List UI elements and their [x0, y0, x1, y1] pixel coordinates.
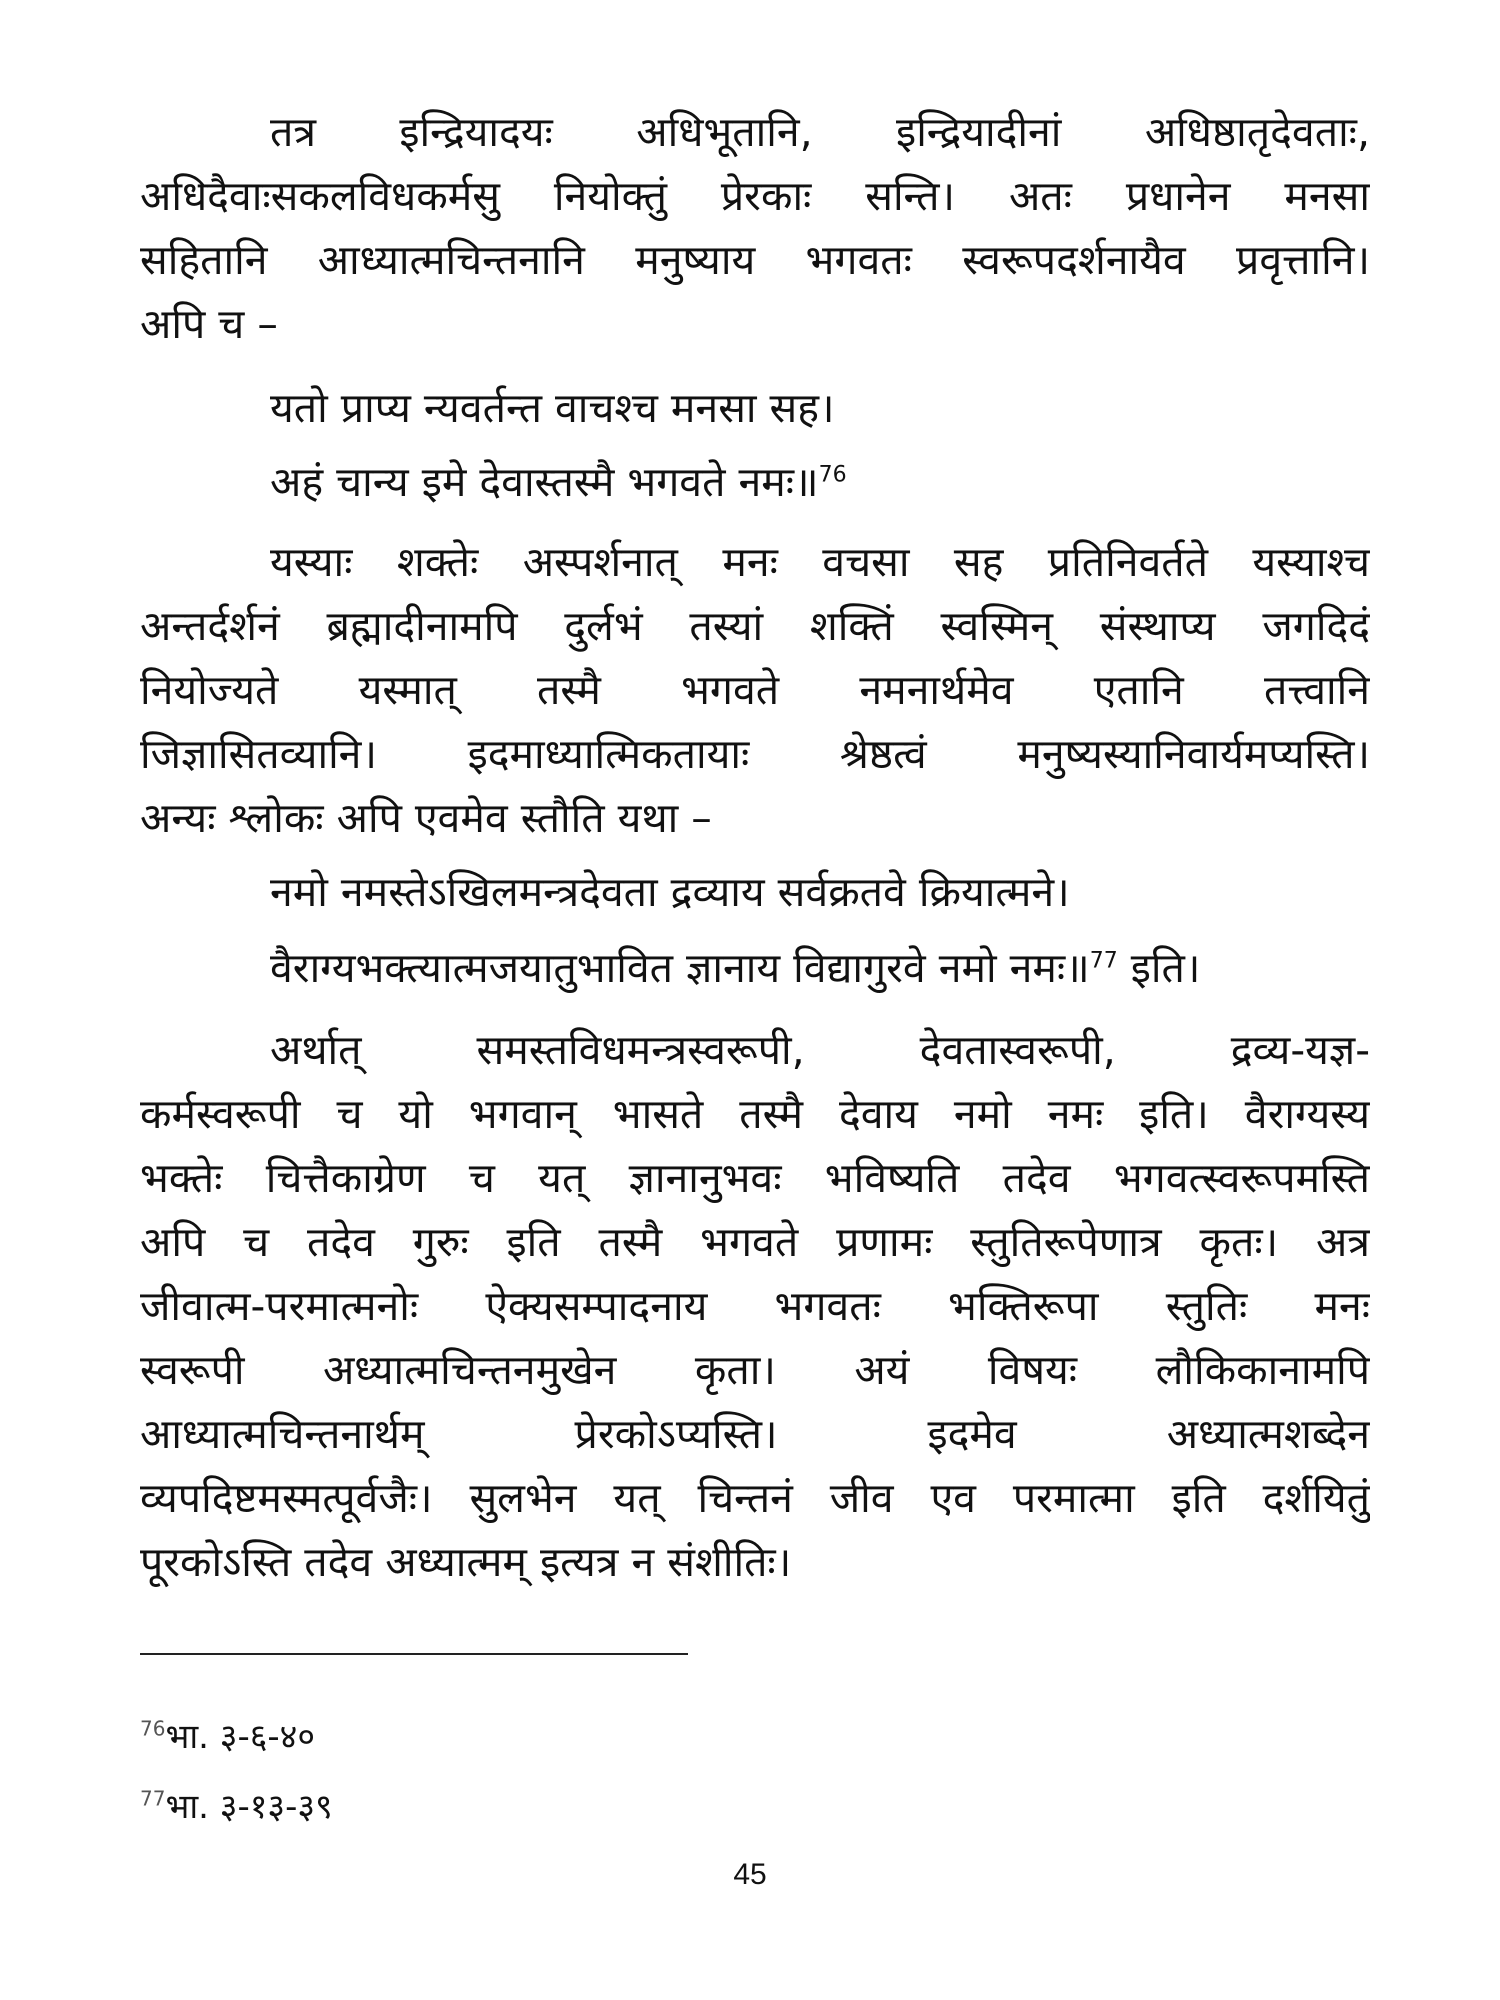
paragraph-1-line-3: सहितानि आध्यात्मचिन्तनानि मनुष्याय भगवतः स्वरूपदर्शनायैव प्रवृत्तानि। — [140, 236, 1370, 284]
paragraph-3-line-3: भक्तेः चित्तैकाग्रेण च यत् ज्ञानानुभवः भविष्यति तदेव भगवत्स्वरूपमस्ति — [140, 1154, 1370, 1202]
verse-1-line-1: यतो प्राप्य न्यवर्तन्त वाचश्च मनसा सह। — [270, 384, 835, 432]
footnote-77-number: 77 — [140, 1786, 166, 1811]
paragraph-3-line-9: पूरकोऽस्ति तदेव अध्यात्मम् इत्यत्र न संशीतिः। — [140, 1538, 792, 1586]
paragraph-1-line-2: अधिदैवाःसकलविधकर्मसु नियोक्तुं प्रेरकाः सन्ति। अतः प्रधानेन मनसा — [140, 172, 1370, 220]
paragraph-2-line-5: अन्यः श्लोकः अपि एवमेव स्तौति यथा – — [140, 794, 712, 842]
paragraph-3-line-6: स्वरूपी अध्यात्मचिन्तनमुखेन कृता। अयं विषयः लौकिकानामपि — [140, 1346, 1370, 1394]
footnote-76-number: 76 — [140, 1716, 166, 1741]
footnote-separator — [140, 1653, 688, 1655]
paragraph-2-line-1: यस्याः शक्तेः अस्पर्शनात् मनः वचसा सह प्रतिनिवर्तते यस्याश्च — [270, 538, 1370, 586]
footnote-ref-76: 76 — [818, 462, 847, 488]
paragraph-2-line-2: अन्तर्दर्शनं ब्रह्मादीनामपि दुर्लभं तस्यां शक्तिं स्वस्मिन् संस्थाप्य जगदिदं — [140, 602, 1370, 650]
paragraph-1-line-1: तत्र इन्द्रियादयः अधिभूतानि, इन्द्रियादीनां अधिष्ठातृदेवताः, — [270, 108, 1370, 156]
footnote-77-text: भा. ३-१३-३९ — [165, 1787, 333, 1827]
paragraph-3-line-4: अपि च तदेव गुरुः इति तस्मै भगवते प्रणामः स्तुतिरूपेणात्र कृतः। अत्र — [140, 1218, 1370, 1266]
paragraph-3-line-7: आध्यात्मचिन्तनार्थम् प्रेरकोऽप्यस्ति। इदमेव अध्यात्मशब्देन — [140, 1410, 1370, 1458]
footnote-76 — [140, 1712, 315, 1762]
verse-2-tail: इति। — [1117, 944, 1201, 992]
footnote-77 — [140, 1782, 333, 1832]
verse-2-line-2 — [270, 936, 1370, 1000]
paragraph-3-line-2: कर्मस्वरूपी च यो भगवान् भासते तस्मै देवाय नमो नमः इति। वैराग्यस्य — [140, 1090, 1370, 1138]
footnote-ref-77: 77 — [1089, 948, 1118, 974]
paragraph-3-line-5: जीवात्म-परमात्मनोः ऐक्यसम्पादनाय भगवतः भक्तिरूपा स्तुतिः मनः — [140, 1282, 1370, 1330]
footnote-76-text: भा. ३-६-४० — [165, 1717, 316, 1757]
paragraph-2-line-3: नियोज्यते यस्मात् तस्मै भगवते नमनार्थमेव एतानि तत्त्वानि — [140, 666, 1370, 714]
page-number: 45 — [733, 1858, 767, 1891]
paragraph-3-line-1: अर्थात् समस्तविधमन्त्रस्वरूपी, देवतास्वरूपी, द्रव्य-यज्ञ- — [270, 1026, 1370, 1074]
verse-1-line-2-text: अहं चान्य इमे देवास्तस्मै भगवते नमः॥ — [270, 458, 819, 506]
paragraph-3-line-8: व्यपदिष्टमस्मत्पूर्वजैः। सुलभेन यत् चिन्तनं जीव एव परमात्मा इति दर्शयितुं — [140, 1474, 1370, 1522]
paragraph-1-line-4: अपि च – — [140, 300, 278, 348]
paragraph-2-line-4: जिज्ञासितव्यानि। इदमाध्यात्मिकतायाः श्रेष्ठत्वं मनुष्यस्यानिवार्यमप्यस्ति। — [140, 730, 1370, 778]
verse-2-line-1: नमो नमस्तेऽखिलमन्त्रदेवता द्रव्याय सर्वक्रतवे क्रियात्मने। — [270, 868, 1070, 916]
verse-2-line-2-text: वैराग्यभक्त्यात्मजयातुभावित ज्ञानाय विद्यागुरवे नमो नमः॥ — [270, 944, 1090, 992]
verse-1-line-2 — [270, 450, 1370, 514]
